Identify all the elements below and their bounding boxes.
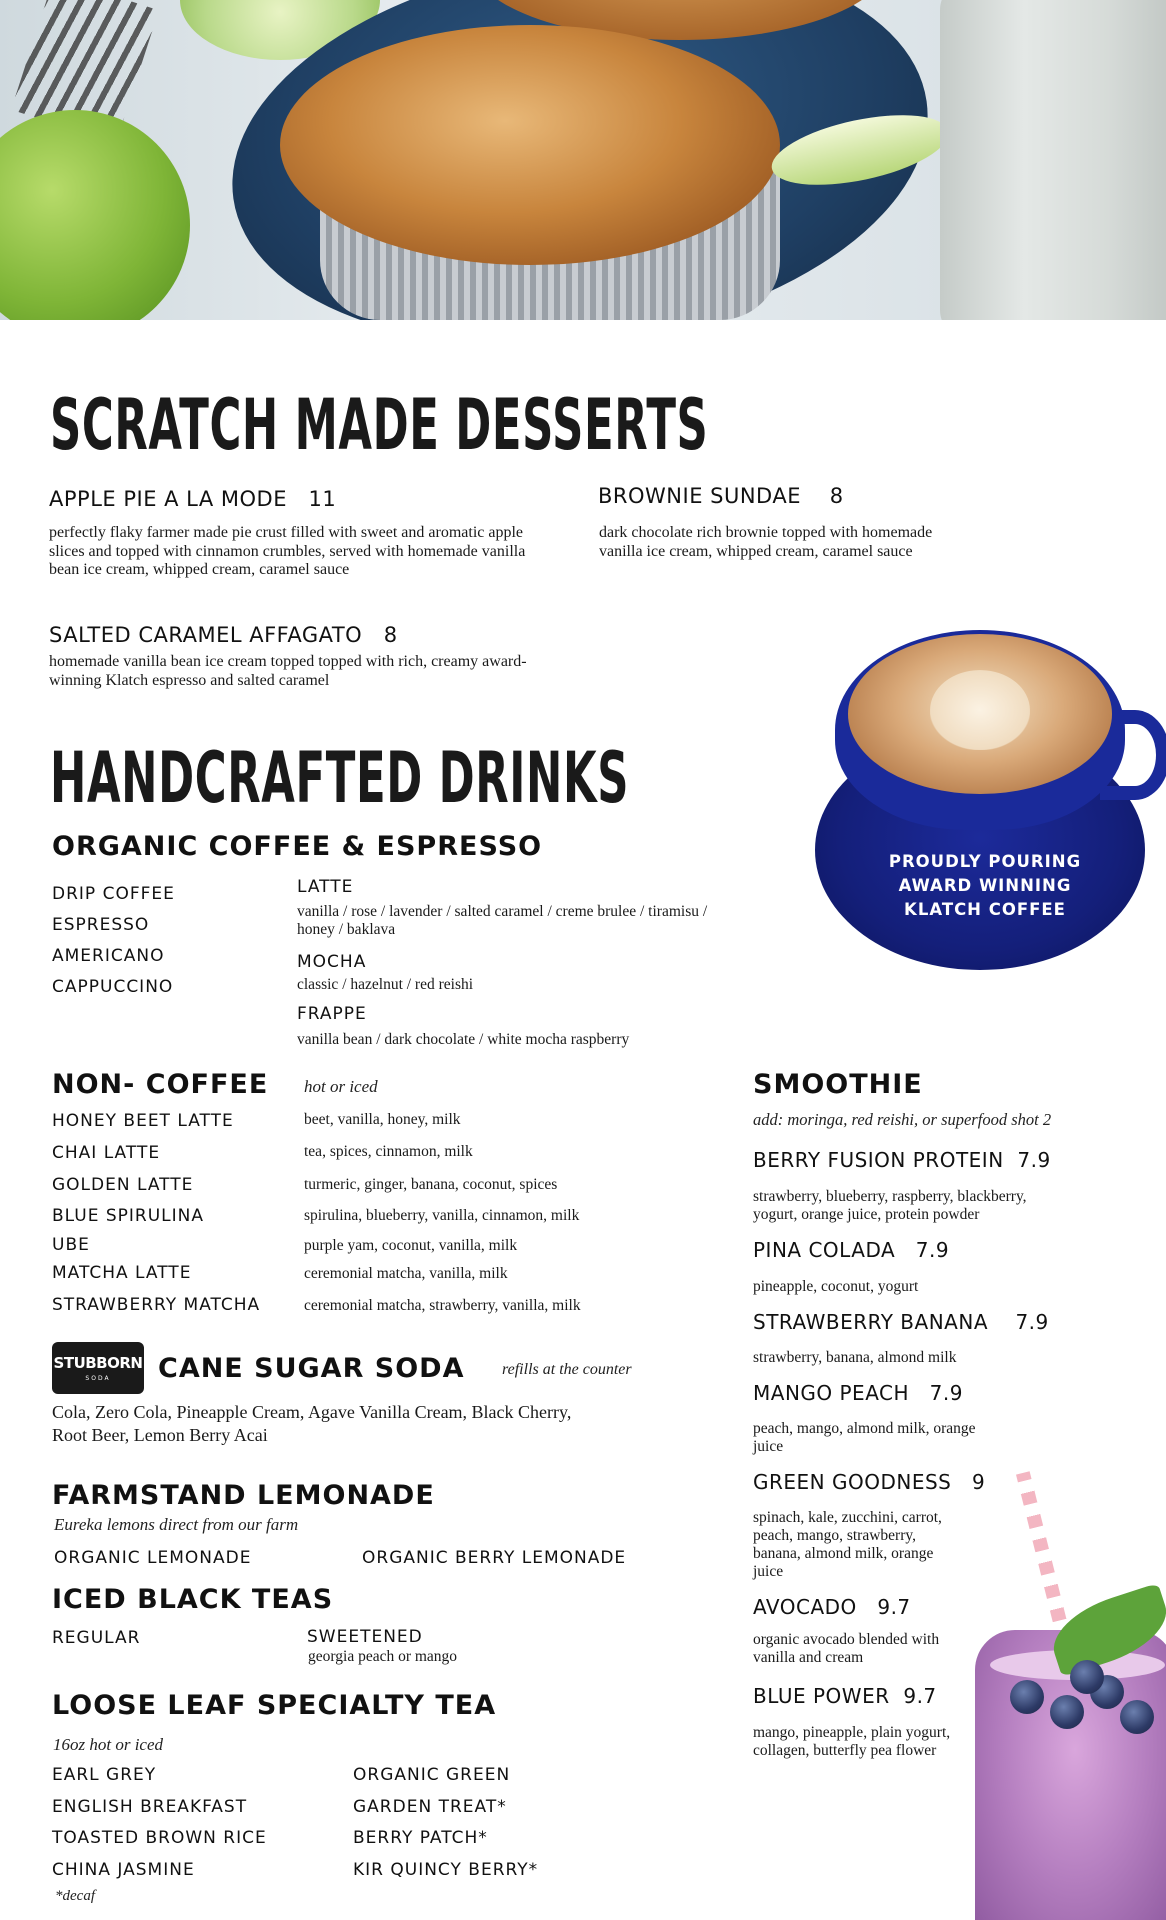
lemonade-note: Eureka lemons direct from our farm bbox=[54, 1515, 299, 1534]
non-coffee-desc: spirulina, blueberry, vanilla, cinnamon, milk bbox=[304, 1207, 580, 1224]
smoothie-item bbox=[753, 1148, 1051, 1172]
iced-tea-item: REGULAR bbox=[52, 1628, 141, 1648]
smoothie-item bbox=[753, 1381, 963, 1405]
dessert-price: 8 bbox=[829, 484, 844, 508]
smoothie-name: PINA COLADA bbox=[753, 1238, 896, 1262]
smoothie-name: GREEN GOODNESS bbox=[753, 1470, 952, 1494]
smoothie-item bbox=[753, 1310, 1049, 1334]
dessert-item bbox=[49, 487, 336, 511]
green-apple-image bbox=[0, 110, 190, 320]
soda-heading: CANE SUGAR SODA bbox=[158, 1353, 465, 1384]
smoothie-name: BERRY FUSION PROTEIN bbox=[753, 1148, 1004, 1172]
smoothie-note: add: moringa, red reishi, or superfood shot 2 bbox=[753, 1110, 1052, 1129]
dessert-description: perfectly flaky farmer made pie crust filled with sweet and aromatic apple slices and topped with cinnamon crumbles, served with homemade vanilla bean ice cream, whipped cream, caramel sauce bbox=[49, 524, 526, 578]
non-coffee-item: CHAI LATTE bbox=[52, 1143, 161, 1163]
dessert-description: dark chocolate rich brownie topped with homemade vanilla ice cream, whipped cream, caramel sauce bbox=[599, 524, 933, 560]
smoothie-desc: yogurt, orange juice, protein powder bbox=[753, 1206, 980, 1223]
coffee-item: CAPPUCCINO bbox=[52, 977, 174, 997]
non-coffee-item: MATCHA LATTE bbox=[52, 1263, 192, 1283]
non-coffee-desc: beet, vanilla, honey, milk bbox=[304, 1111, 461, 1128]
smoothie-desc: peach, mango, almond milk, orange bbox=[753, 1420, 976, 1437]
non-coffee-note: hot or iced bbox=[304, 1077, 378, 1096]
coffee-item: ESPRESSO bbox=[52, 915, 150, 935]
iced-tea-note: georgia peach or mango bbox=[308, 1648, 458, 1665]
smoothie-price: 7.9 bbox=[1015, 1310, 1049, 1334]
iced-tea-heading: ICED BLACK TEAS bbox=[52, 1584, 334, 1615]
loose-leaf-heading: LOOSE LEAF SPECIALTY TEA bbox=[52, 1690, 497, 1721]
smoothie-heading: SMOOTHIE bbox=[753, 1069, 923, 1100]
smoothie-price: 7.9 bbox=[929, 1381, 963, 1405]
smoothie-desc: spinach, kale, zucchini, carrot, bbox=[753, 1509, 942, 1526]
non-coffee-desc: ceremonial matcha, vanilla, milk bbox=[304, 1265, 508, 1282]
dessert-name: APPLE PIE A LA MODE bbox=[49, 487, 287, 511]
decaf-footnote: *decaf bbox=[55, 1888, 95, 1904]
iced-tea-item: SWEETENED bbox=[307, 1627, 423, 1647]
non-coffee-item: GOLDEN LATTE bbox=[52, 1175, 194, 1195]
latte-item: LATTE bbox=[297, 877, 354, 897]
dessert-price: 11 bbox=[308, 487, 337, 511]
smoothie-price: 7.9 bbox=[915, 1238, 950, 1262]
coffee-item: DRIP COFFEE bbox=[52, 884, 175, 904]
smoothie-name: AVOCADO bbox=[753, 1595, 857, 1619]
dessert-item bbox=[598, 484, 844, 508]
mocha-item: MOCHA bbox=[297, 952, 367, 972]
tea-item: CHINA JASMINE bbox=[52, 1860, 195, 1880]
smoothie-desc: juice bbox=[753, 1438, 784, 1455]
tea-item: BERRY PATCH* bbox=[353, 1828, 488, 1848]
klatch-coffee-badge: PROUDLY POURING AWARD WINNING KLATCH COFFEE bbox=[888, 852, 1082, 919]
smoothie-item bbox=[753, 1238, 949, 1262]
dessert-item bbox=[49, 623, 398, 647]
smoothie-name: BLUE POWER bbox=[753, 1684, 890, 1708]
drinks-title: HANDCRAFTED DRINKS bbox=[50, 737, 630, 819]
smoothie-desc: strawberry, blueberry, raspberry, blackberry, bbox=[753, 1188, 1027, 1205]
smoothie-price: 9 bbox=[971, 1470, 986, 1494]
frappe-flavors: vanilla bean / dark chocolate / white mocha raspberry bbox=[297, 1031, 630, 1048]
tea-item: GARDEN TREAT* bbox=[353, 1797, 507, 1817]
non-coffee-desc: tea, spices, cinnamon, milk bbox=[304, 1143, 473, 1160]
soda-flavors-line: Root Beer, Lemon Berry Acai bbox=[52, 1425, 268, 1445]
smoothie-desc: juice bbox=[753, 1563, 784, 1580]
smoothie-jar-image bbox=[970, 1470, 1166, 1920]
smoothie-desc: mango, pineapple, plain yogurt, bbox=[753, 1724, 951, 1741]
soda-flavors-line: Cola, Zero Cola, Pineapple Cream, Agave Vanilla Cream, Black Cherry, bbox=[52, 1402, 572, 1422]
dessert-price: 8 bbox=[383, 623, 398, 647]
frappe-item: FRAPPE bbox=[297, 1004, 367, 1024]
tea-item: TOASTED BROWN RICE bbox=[52, 1828, 267, 1848]
smoothie-desc: collagen, butterfly pea flower bbox=[753, 1742, 937, 1759]
non-coffee-item: STRAWBERRY MATCHA bbox=[52, 1295, 261, 1315]
non-coffee-item: HONEY BEET LATTE bbox=[52, 1111, 234, 1131]
non-coffee-desc: ceremonial matcha, strawberry, vanilla, milk bbox=[304, 1297, 581, 1314]
lemonade-heading: FARMSTAND LEMONADE bbox=[52, 1480, 435, 1511]
smoothie-desc: peach, mango, strawberry, bbox=[753, 1527, 916, 1544]
coffee-heading: ORGANIC COFFEE & ESPRESSO bbox=[52, 831, 543, 862]
soda-note: refills at the counter bbox=[502, 1361, 632, 1378]
non-coffee-item: BLUE SPIRULINA bbox=[52, 1206, 205, 1226]
tea-item: ENGLISH BREAKFAST bbox=[52, 1797, 248, 1817]
latte-flavors: vanilla / rose / lavender / salted caramel / creme brulee / tiramisu / honey / baklava bbox=[297, 903, 708, 938]
smoothie-item bbox=[753, 1684, 937, 1708]
tea-item: KIR QUINCY BERRY* bbox=[353, 1860, 539, 1880]
smoothie-price: 9.7 bbox=[877, 1595, 911, 1619]
loose-leaf-note: 16oz hot or iced bbox=[53, 1735, 164, 1754]
smoothie-item bbox=[753, 1595, 911, 1619]
smoothie-name: MANGO PEACH bbox=[753, 1381, 910, 1405]
smoothie-desc: banana, almond milk, orange bbox=[753, 1545, 934, 1562]
smoothie-desc: vanilla and cream bbox=[753, 1649, 864, 1666]
smoothie-price: 9.7 bbox=[903, 1684, 937, 1708]
lemonade-item: ORGANIC BERRY LEMONADE bbox=[362, 1548, 627, 1568]
dessert-name: SALTED CARAMEL AFFAGATO bbox=[49, 623, 363, 647]
smoothie-name: STRAWBERRY BANANA bbox=[753, 1310, 988, 1334]
dessert-description: homemade vanilla bean ice cream topped topped with rich, creamy award-winning Klatch espresso and salted caramel bbox=[49, 653, 527, 689]
dessert-name: BROWNIE SUNDAE bbox=[598, 484, 801, 508]
tea-item: ORGANIC GREEN bbox=[353, 1765, 511, 1785]
non-coffee-heading: NON- COFFEE bbox=[52, 1069, 269, 1100]
tea-item: EARL GREY bbox=[52, 1765, 157, 1785]
smoothie-desc: strawberry, banana, almond milk bbox=[753, 1349, 957, 1366]
coffee-item: AMERICANO bbox=[52, 946, 165, 966]
non-coffee-desc: turmeric, ginger, banana, coconut, spices bbox=[304, 1176, 558, 1193]
mocha-flavors: classic / hazelnut / red reishi bbox=[297, 976, 474, 993]
lemonade-item: ORGANIC LEMONADE bbox=[54, 1548, 252, 1568]
apple-pie-image bbox=[280, 25, 780, 265]
non-coffee-desc: purple yam, coconut, vanilla, milk bbox=[304, 1237, 518, 1254]
desserts-title: SCRATCH MADE DESSERTS bbox=[50, 384, 709, 466]
smoothie-desc: organic avocado blended with bbox=[753, 1631, 940, 1648]
non-coffee-item: UBE bbox=[52, 1235, 90, 1255]
hero-dessert-photo bbox=[0, 0, 1166, 320]
smoothie-desc: pineapple, coconut, yogurt bbox=[753, 1278, 919, 1295]
smoothie-item bbox=[753, 1470, 985, 1494]
smoothie-price: 7.9 bbox=[1017, 1148, 1051, 1172]
stubborn-soda-logo: STUBBORN SODA bbox=[52, 1342, 144, 1394]
milk-glass-image bbox=[940, 0, 1166, 320]
